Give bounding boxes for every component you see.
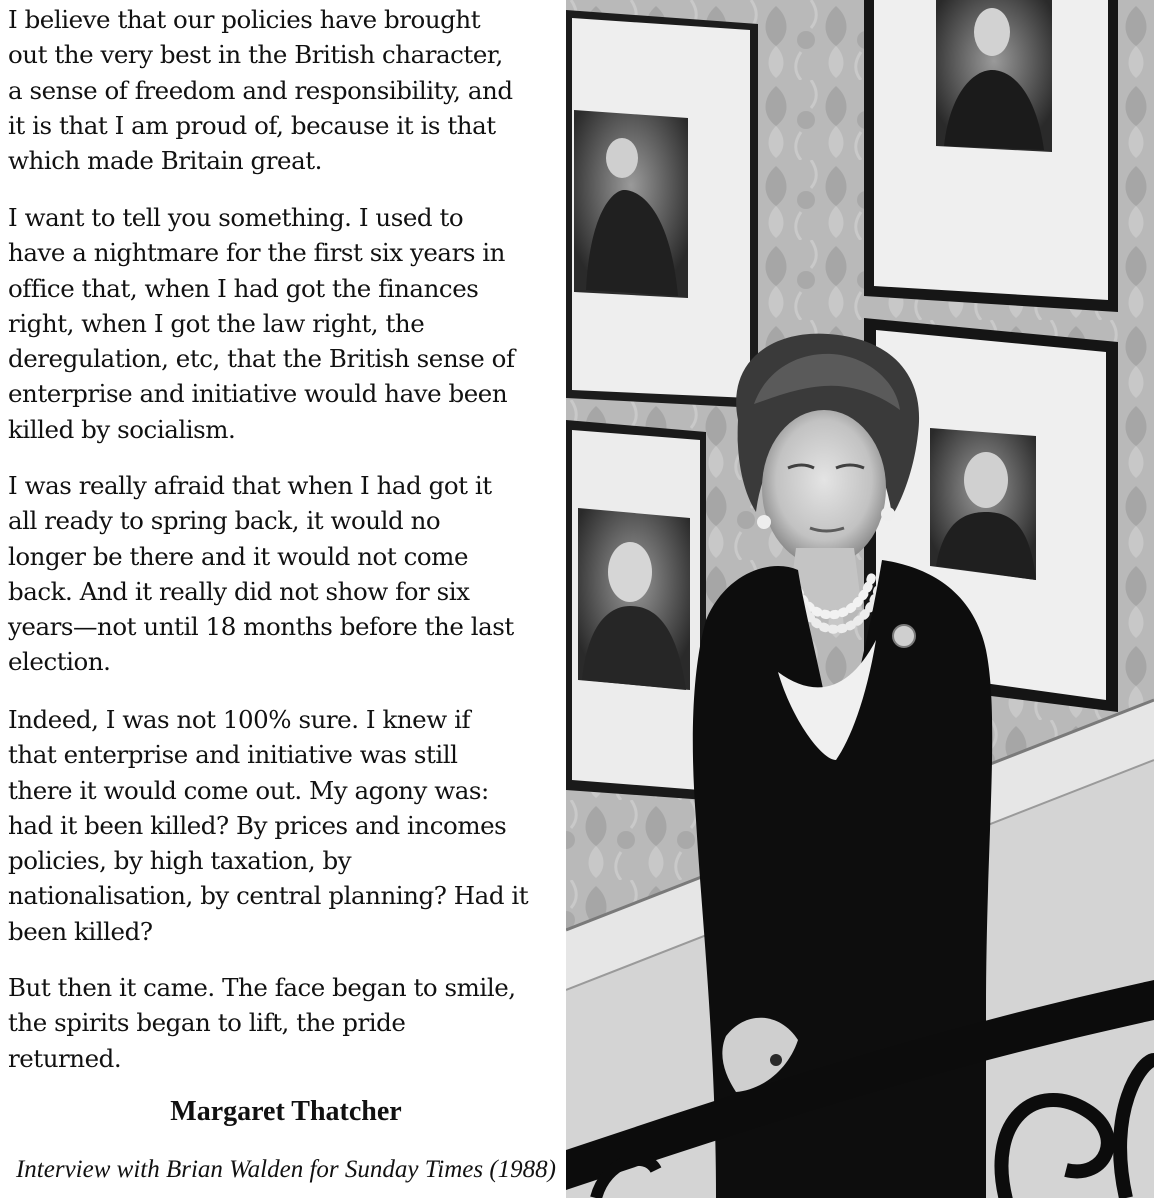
portrait-frame-2 — [864, 0, 1118, 312]
quote-paragraph-3: I was really afraid that when I had got it all ready to spring back, it would no longer be there and it would not come back. And it really did not show for six years—not until 18 months before the last election. — [8, 471, 514, 677]
quote-source: Interview with Brian Walden for Sunday Times (1988) — [15, 1156, 556, 1183]
portrait-frame-4 — [566, 420, 706, 800]
quote-paragraph-5: But then it came. The face began to smile, the spirits began to lift, the pride returned. — [8, 973, 516, 1073]
quote-paragraph-1: I believe that our policies have brought out the very best in the British character, a sense of freedom and responsibility, and it is that I am proud of, because it is that which made Britain great. — [8, 5, 513, 176]
portrait-illustration — [566, 0, 1154, 1198]
portrait-frame-1 — [566, 10, 758, 408]
quote-column — [8, 0, 564, 1198]
portrait-photo — [566, 0, 1154, 1198]
quote-paragraph-4: Indeed, I was not 100% sure. I knew if that enterprise and initiative was still there it would come out. My agony was: had it been killed? By prices and incomes policies, by high taxation, by nationalisation, by central planning? Had it been killed? — [8, 705, 529, 946]
quote-author: Margaret Thatcher — [170, 1096, 402, 1127]
quote-paragraph-2: I want to tell you something. I used to have a nightmare for the first six years in office that, when I had got the finances right, when I got the law right, the deregulation, etc, that the British sense of enterprise and initiative would have been killed by socialism. — [8, 203, 515, 444]
